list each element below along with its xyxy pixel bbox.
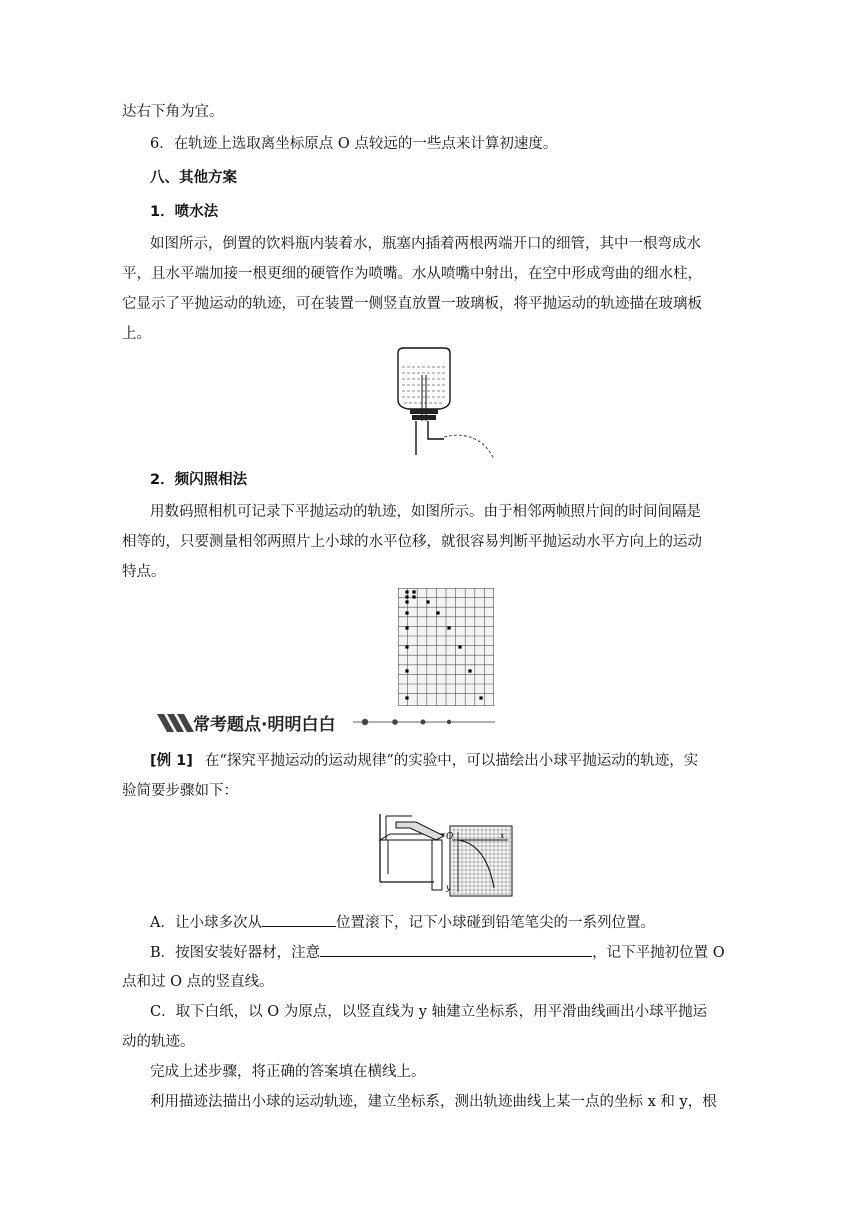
strobe-ball-mark [447, 626, 450, 629]
strobe-ball-mark [412, 595, 415, 598]
paragraph-line: 它显示了平抛运动的轨迹，可在装置一侧竖直放置一玻璃板，将平抛运动的轨迹描在玻璃板 [122, 296, 702, 312]
example-text: 在“探究平抛运动的运动规律”的实验中，可以描绘出小球平抛运动的轨迹，实 [204, 753, 699, 769]
instruction-line: 利用描迹法描出小球的运动轨迹，建立坐标系，测出轨迹曲线上某一点的坐标 x 和 y，根 [150, 1094, 717, 1110]
step-a-prefix: A．让小球多次从 [150, 915, 262, 931]
strobe-ball-mark [405, 611, 408, 614]
answer-blank-a[interactable] [262, 912, 336, 927]
strobe-ball-mark [405, 600, 408, 603]
step-b-cont: 点和过 O 点的竖直线。 [122, 974, 274, 990]
y-axis-label: y [446, 883, 451, 892]
strobe-ball-mark [405, 595, 408, 598]
apparatus-figure [376, 812, 516, 898]
subsection-heading: 1．喷水法 [150, 204, 219, 220]
paragraph-line: 平，且水平端加接一根更细的硬管作为喷嘴。水从喷嘴中射出，在空中形成弯曲的细水柱， [122, 266, 702, 282]
paragraph-line: 特点。 [122, 564, 166, 580]
paragraph-line: 用数码照相机可记录下平抛运动的轨迹，如图所示。由于相邻两帧照片间的时间间隔是 [150, 504, 701, 520]
example-line [150, 751, 698, 771]
text-line: 达右下角为宜。 [122, 104, 224, 120]
strobe-ball-mark [412, 590, 415, 593]
strobe-ball-mark [405, 626, 408, 629]
x-axis-label: x [500, 831, 505, 840]
example-line: 验简要步骤如下： [122, 783, 238, 799]
strobe-ball-mark [436, 611, 439, 614]
strobe-ball-mark [405, 590, 408, 593]
origin-label: O [446, 832, 454, 842]
step-b-prefix: B．按图安装好器材，注意 [150, 945, 321, 961]
paragraph-line: 如图所示，倒置的饮料瓶内装着水，瓶塞内插着两根两端开口的细管，其中一根弯成水 [150, 236, 701, 252]
example-tag: [例 1] [150, 753, 193, 769]
strobe-ball-mark [405, 669, 408, 672]
step-c: C．取下白纸，以 O 为原点，以竖直线为 y 轴建立坐标系，用平滑曲线画出小球平抛运 [150, 1004, 708, 1020]
banner-title: 常考题点·明明白白 [193, 715, 336, 735]
strobe-ball-mark [468, 669, 471, 672]
step-c-cont: 动的轨迹。 [122, 1034, 195, 1050]
instruction-line: 完成上述步骤，将正确的答案填在横线上。 [150, 1064, 426, 1080]
section-banner [155, 708, 500, 738]
answer-blank-b[interactable] [320, 942, 592, 957]
step-a [150, 912, 655, 933]
strobe-ball-mark [405, 696, 408, 699]
strobe-ball-mark [479, 696, 482, 699]
step-b-suffix: ，记下平抛初位置 O [592, 945, 725, 961]
step-a-suffix: 位置滚下，记下小球碰到铅笔笔尖的一系列位置。 [335, 915, 655, 931]
strobe-ball-mark [458, 645, 461, 648]
step-b [150, 942, 725, 963]
paragraph-line: 相等的，只要测量相邻两照片上小球的水平位移，就很容易判断平抛运动水平方向上的运动 [122, 534, 702, 550]
section-heading: 八、其他方案 [150, 170, 237, 186]
text-line: 6．在轨迹上选取离坐标原点 O 点较远的一些点来计算初速度。 [150, 136, 558, 152]
subsection-heading: 2．频闪照相法 [150, 472, 248, 488]
strobe-ball-mark [426, 600, 429, 603]
strobe-photo-figure [398, 588, 494, 706]
water-spray-figure [388, 345, 500, 460]
paragraph-line: 上。 [122, 326, 151, 342]
strobe-ball-mark [405, 645, 408, 648]
